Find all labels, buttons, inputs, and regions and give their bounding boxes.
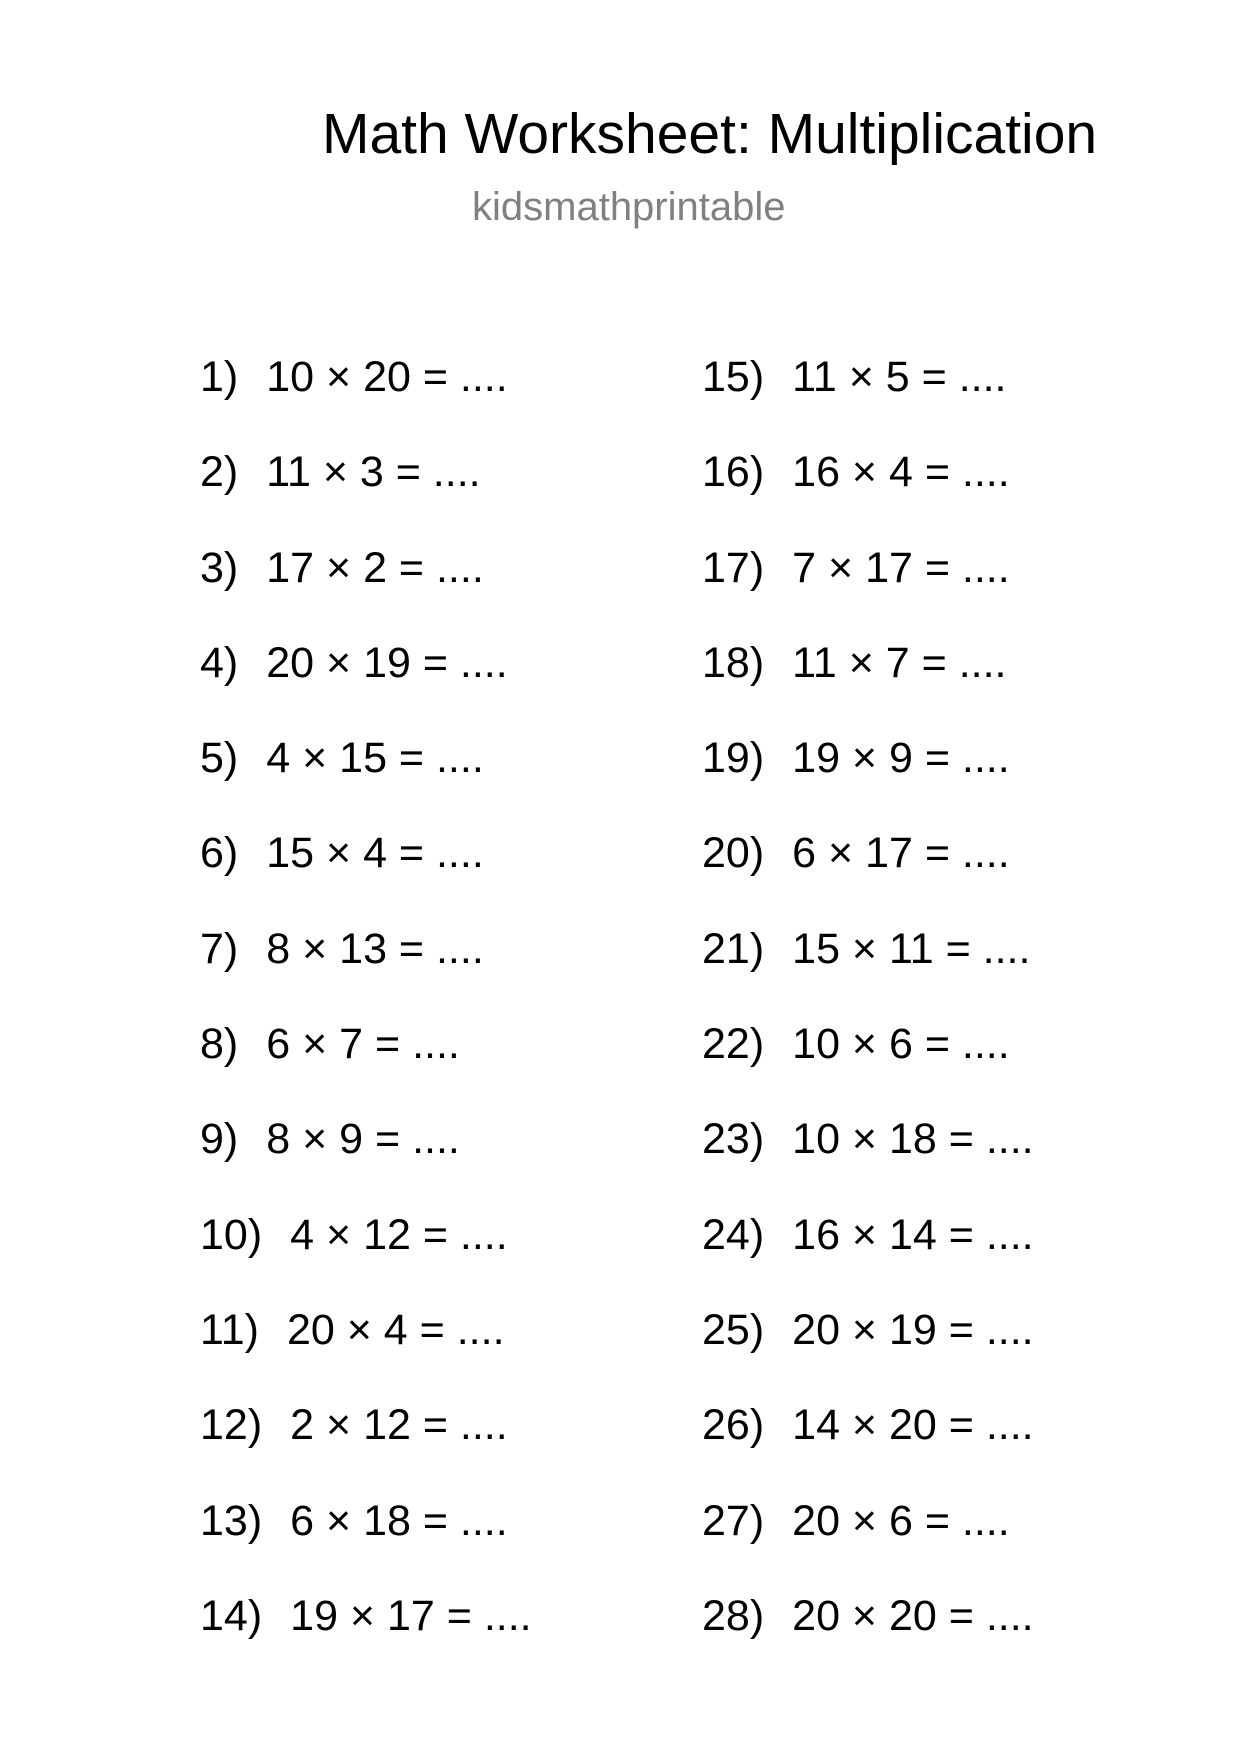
problem-number: 13) (200, 1496, 263, 1545)
problem-number: 20) (702, 829, 765, 878)
problem-number: 14) (200, 1591, 263, 1640)
problem-expression: 6 × 7 = .... (266, 1020, 460, 1069)
problem-item (200, 447, 532, 542)
problem-expression: 4 × 12 = .... (290, 1210, 508, 1259)
problem-expression: 10 × 20 = .... (266, 353, 508, 401)
problem-expression: 11 × 3 = .... (266, 448, 481, 497)
problem-item (200, 638, 532, 733)
problem-item (200, 1591, 532, 1686)
problem-item (200, 828, 532, 923)
problem-number: 22) (702, 1020, 765, 1069)
problem-item (702, 1400, 1034, 1495)
problem-number: 7) (200, 924, 239, 973)
page-subtitle: kidsmathprintable (472, 185, 786, 229)
problem-number: 19) (702, 734, 765, 783)
problem-item (200, 733, 532, 828)
problem-expression: 2 × 12 = .... (290, 1401, 508, 1450)
problem-item (200, 924, 532, 1019)
problem-item (200, 1114, 532, 1209)
problem-item (200, 543, 532, 638)
problem-number: 25) (702, 1305, 765, 1354)
problem-expression: 8 × 13 = .... (266, 924, 484, 973)
problem-expression: 20 × 19 = .... (792, 1305, 1034, 1354)
problem-number: 3) (200, 543, 239, 592)
problem-item (200, 1496, 532, 1591)
problem-number: 2) (200, 448, 239, 497)
problem-item (702, 1591, 1034, 1686)
problem-number: 5) (200, 734, 239, 783)
problem-number: 11) (200, 1305, 259, 1354)
problem-expression: 20 × 19 = .... (266, 638, 508, 687)
problem-number: 12) (200, 1401, 263, 1450)
problem-item (200, 1400, 532, 1495)
problem-expression: 16 × 14 = .... (792, 1210, 1034, 1259)
problem-number: 18) (702, 638, 765, 687)
problem-expression: 11 × 7 = .... (792, 638, 1007, 687)
problem-item (702, 1305, 1034, 1400)
problem-expression: 6 × 17 = .... (792, 829, 1010, 878)
problem-expression: 17 × 2 = .... (266, 543, 484, 592)
problem-item (702, 1019, 1034, 1114)
problem-number: 10) (200, 1210, 263, 1259)
problem-item (702, 543, 1034, 638)
problem-column-left (200, 352, 532, 1686)
problem-item (702, 1210, 1034, 1305)
problem-number: 26) (702, 1401, 765, 1450)
problem-number: 21) (702, 924, 765, 973)
problem-item (200, 1019, 532, 1114)
problem-expression: 7 × 17 = .... (792, 543, 1010, 592)
problem-item (702, 638, 1034, 733)
problem-number: 28) (702, 1591, 765, 1640)
problem-number: 1) (200, 353, 239, 401)
problem-expression: 19 × 17 = .... (290, 1591, 532, 1640)
problem-item (200, 1210, 532, 1305)
problem-expression: 6 × 18 = .... (290, 1496, 508, 1545)
problem-expression: 10 × 18 = .... (792, 1115, 1034, 1164)
problem-item (702, 828, 1034, 923)
problem-number: 24) (702, 1210, 765, 1259)
problem-number: 8) (200, 1020, 239, 1069)
problem-number: 4) (200, 638, 239, 687)
problem-expression: 11 × 5 = .... (792, 353, 1007, 401)
problem-item (702, 924, 1034, 1019)
problem-item (702, 352, 1034, 447)
problem-expression: 20 × 20 = .... (792, 1591, 1034, 1640)
problem-expression: 10 × 6 = .... (792, 1020, 1010, 1069)
problem-expression: 15 × 4 = .... (266, 829, 484, 878)
problem-item (702, 1496, 1034, 1591)
problem-expression: 15 × 11 = .... (792, 924, 1031, 973)
problem-expression: 14 × 20 = .... (792, 1401, 1034, 1450)
problem-item (702, 447, 1034, 542)
problem-expression: 19 × 9 = .... (792, 734, 1010, 783)
problem-item (702, 733, 1034, 828)
problem-item (200, 352, 532, 447)
problem-column-right (702, 352, 1034, 1686)
problem-number: 9) (200, 1115, 239, 1164)
page-title: Math Worksheet: Multiplication (322, 102, 1098, 166)
problem-expression: 8 × 9 = .... (266, 1115, 460, 1164)
problem-number: 23) (702, 1115, 765, 1164)
problem-number: 27) (702, 1496, 765, 1545)
problem-expression: 4 × 15 = .... (266, 734, 484, 783)
problem-number: 17) (702, 543, 765, 592)
problem-number: 6) (200, 829, 239, 878)
problem-expression: 16 × 4 = .... (792, 448, 1010, 497)
problem-item (200, 1305, 532, 1400)
problem-number: 16) (702, 448, 765, 497)
problem-item (702, 1114, 1034, 1209)
problem-expression: 20 × 4 = .... (286, 1305, 505, 1354)
problem-expression: 20 × 6 = .... (792, 1496, 1010, 1545)
problem-number: 15) (702, 353, 765, 401)
